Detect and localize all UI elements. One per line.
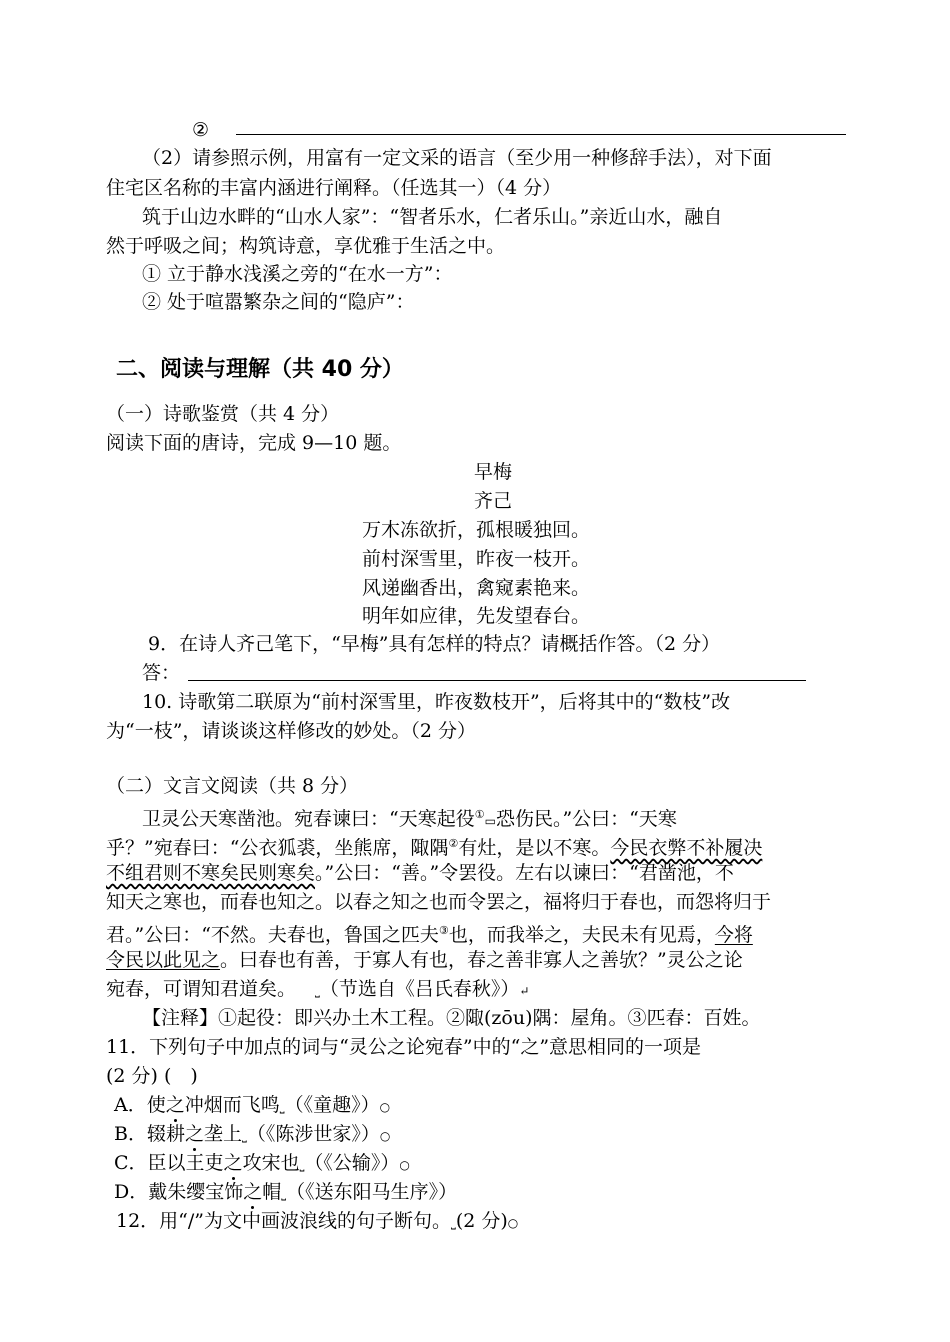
- passage-text: 宛春，可谓知君道矣。: [106, 978, 297, 1000]
- poem-line: 风递幽香出，禽窥素艳来。: [362, 577, 591, 599]
- passage-line-1: [142, 803, 677, 833]
- question-12-text: 12．用“/”为文中画波浪线的句子断句。: [116, 1210, 452, 1232]
- passage-line-4: 知天之寒也，而春也知之。以春之知之也而令罢之，福将归于春也，而怨将归于: [106, 891, 772, 913]
- choice-text: 冲烟而飞鸣: [184, 1094, 280, 1116]
- passage-line-2: [106, 832, 762, 860]
- format-mark: ⎵: [451, 1216, 456, 1230]
- poem-line: 前村深雪里，昨夜一枝开。: [362, 548, 591, 570]
- passage-text: 恐伤民。”公曰：“天寒: [495, 808, 677, 830]
- section-heading: 二、阅读与理解（共 40 分）: [116, 357, 404, 382]
- format-mark: ⎵: [299, 1158, 305, 1172]
- format-mark: ⎵: [315, 984, 320, 998]
- passage-text: 卫灵公天寒凿池。宛春谏曰：“天寒起役: [142, 808, 475, 830]
- question-9: 9．在诗人齐己笔下，“早梅”具有怎样的特点？请概括作答。（2 分）: [148, 633, 721, 655]
- answer-blank-line[interactable]: [236, 134, 846, 135]
- wavy-underlined-sentence: 今民衣弊不补履决: [610, 837, 763, 859]
- passage-line-7: [106, 977, 529, 1003]
- passage-text: 君。”公曰：“不然。夫春也，鲁国之匹夫: [106, 924, 439, 946]
- source-citation: （节选自《吕氏春秋》）: [319, 978, 520, 1000]
- choice-text: 攻宋也: [242, 1152, 300, 1174]
- poem-title: 早梅: [474, 461, 513, 483]
- question-11-line-1: 11．下列句子中加点的词与“灵公之论宛春”中的“之”意思相同的一项是: [106, 1036, 702, 1058]
- passage-line-6: [106, 948, 743, 972]
- choice-text: 帽: [262, 1181, 282, 1203]
- choice-text: C．臣以王吏: [114, 1152, 224, 1174]
- answer-line[interactable]: [188, 680, 806, 681]
- choice-text: A．使: [114, 1094, 166, 1116]
- format-mark: ⎵: [242, 1129, 247, 1143]
- question-10-line-1: 10. 诗歌第二联原为“前村深雪里，昨夜数枝开”，后将其中的“数枝”改: [142, 691, 731, 713]
- note-marker: ①: [474, 808, 485, 821]
- note-marker: ③: [438, 924, 449, 937]
- example-line-2: 然于呼吸之间；构筑诗意，享优雅于生活之中。: [106, 235, 506, 257]
- underlined-sentence: 令民以此见之: [106, 949, 221, 971]
- passage-text: 。”公曰：“善。”令罢役。左右以谏曰：“君凿池，不: [315, 862, 734, 884]
- choice-text: 垄上: [203, 1123, 242, 1145]
- answer-blank-marker: ②: [192, 119, 210, 141]
- passage-text: 也，而我举之，夫民未有见焉，: [448, 924, 715, 946]
- note-marker: ②: [448, 837, 459, 850]
- passage-line-3: [106, 861, 734, 885]
- passage-text: 。曰春也有善，于寡人有也，春之善非寡人之善欤？”灵公之论: [220, 949, 743, 971]
- choice-c[interactable]: [114, 1151, 410, 1177]
- wavy-underlined-sentence: 不组君则不寒矣民则寒矣: [106, 862, 316, 884]
- format-mark: ○: [399, 1158, 410, 1172]
- annotation-notes: 【注释】①起役：即兴办土木工程。②陬(zōu)隅：屋角。③匹春：百姓。: [142, 1007, 761, 1029]
- choice-a[interactable]: [114, 1093, 390, 1119]
- option-2: ② 处于喧嚣繁杂之间的“隐庐”：: [142, 291, 415, 313]
- choice-b[interactable]: [114, 1122, 390, 1148]
- question-2-line-1: （2）请参照示例，用富有一定文采的语言（至少用一种修辞手法），对下面: [142, 147, 772, 169]
- dotted-word: 之: [243, 1181, 263, 1203]
- answer-label: 答：: [142, 662, 181, 684]
- choice-text: B．辍耕: [114, 1123, 185, 1145]
- format-mark: ○: [379, 1100, 391, 1114]
- dotted-word: 之: [184, 1123, 204, 1145]
- dotted-word: 之: [165, 1094, 185, 1116]
- choice-source: （《童趣》）: [284, 1094, 380, 1116]
- question-10-line-2: 为“一枝”，请谈谈这样修改的妙处。（2 分）: [106, 720, 477, 742]
- format-mark: ▭: [484, 814, 496, 828]
- choice-text: D．戴朱缨宝饰: [114, 1181, 244, 1203]
- passage-text: 有灶，是以不寒。: [458, 837, 611, 859]
- choice-d[interactable]: [114, 1180, 457, 1206]
- choice-source: （《送东阳马生序》）: [286, 1181, 458, 1203]
- option-1: ① 立于静水浅溪之旁的“在水一方”：: [142, 263, 453, 285]
- poetry-instruction: 阅读下面的唐诗，完成 9—10 题。: [106, 432, 402, 454]
- poetry-subheading: （一）诗歌鉴赏（共 4 分）: [106, 403, 340, 425]
- poem-author: 齐己: [474, 490, 513, 512]
- question-12: [116, 1209, 518, 1235]
- format-mark: ⎵: [281, 1187, 287, 1201]
- question-12-points: (2 分): [455, 1210, 508, 1232]
- choice-source: （《陈涉世家》）: [246, 1123, 380, 1145]
- passage-text: 乎？”宛春曰：“公衣狐裘，坐熊席，陬隅: [106, 837, 449, 859]
- format-mark: ↵: [519, 984, 530, 998]
- underlined-sentence: 今将: [714, 924, 753, 946]
- poem-line: 万木冻欲折，孤根暖独回。: [362, 519, 591, 541]
- classical-subheading: （二）文言文阅读（共 8 分）: [106, 775, 359, 797]
- question-11-line-2: (2 分) ( ): [106, 1065, 198, 1087]
- poem-line: 明年如应律，先发望春台。: [362, 605, 591, 627]
- choice-source: （《公输》）: [304, 1152, 400, 1174]
- example-line-1: 筑于山边水畔的“山水人家”：“智者乐水，仁者乐山。”亲近山水，融自: [142, 206, 723, 228]
- dotted-word: 之: [223, 1152, 243, 1174]
- passage-line-5: [106, 919, 753, 947]
- format-mark: ⎵: [279, 1100, 285, 1114]
- format-mark: ○: [507, 1216, 519, 1230]
- format-mark: ○: [379, 1129, 391, 1143]
- question-2-line-2: 住宅区名称的丰富内涵进行阐释。（任选其一）（4 分）: [106, 177, 562, 199]
